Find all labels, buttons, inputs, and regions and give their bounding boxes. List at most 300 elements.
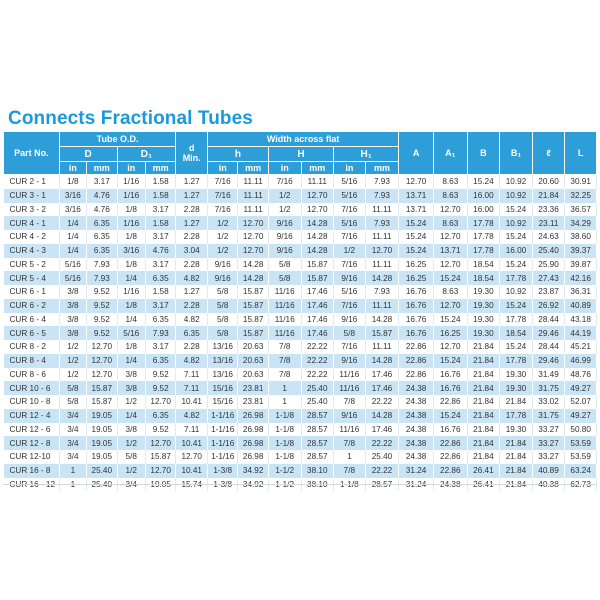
table-cell: 1.58 (145, 216, 176, 230)
table-cell: 12.70 (176, 450, 208, 464)
table-cell: 7/16 (334, 258, 366, 272)
table-cell: 26.98 (238, 423, 268, 437)
table-cell: 45.21 (565, 340, 597, 354)
table-cell: 21.84 (500, 464, 533, 478)
part-number-cell: CUR 3 - 1 (4, 189, 60, 203)
table-cell: 15.87 (87, 381, 117, 395)
table-cell: 28.57 (301, 450, 334, 464)
table-cell: 21.84 (467, 395, 500, 409)
table-cell: 22.86 (433, 450, 467, 464)
table-cell: 14.28 (365, 354, 399, 368)
table-cell: 33.27 (532, 450, 565, 464)
table-cell: 1-1/8 (268, 423, 301, 437)
table-cell: 24.38 (399, 381, 434, 395)
table-cell: 27.43 (532, 271, 565, 285)
part-number-cell: CUR 6 - 1 (4, 285, 60, 299)
table-cell: 7/16 (207, 175, 237, 189)
table-cell: 14.28 (365, 313, 399, 327)
part-number-cell: CUR 4 - 1 (4, 216, 60, 230)
table-cell: 6.35 (145, 409, 176, 423)
part-number-cell: CUR 3 - 2 (4, 203, 60, 217)
table-cell: 12.70 (399, 175, 434, 189)
table-cell: 11.11 (365, 230, 399, 244)
table-cell: 31.49 (532, 368, 565, 382)
table-cell: 15.24 (500, 258, 533, 272)
table-cell: 17.78 (500, 409, 533, 423)
table-cell: 3.17 (87, 175, 117, 189)
table-cell: 28.57 (301, 436, 334, 450)
table-cell: 3/8 (117, 423, 145, 437)
table-cell: 19.05 (87, 436, 117, 450)
table-cell: 4.82 (176, 354, 208, 368)
table-cell: 5/8 (59, 381, 86, 395)
part-number-cell: CUR 2 - 1 (4, 175, 60, 189)
table-cell: 19.30 (467, 313, 500, 327)
table-cell: 12.70 (433, 203, 467, 217)
table-row (4, 313, 597, 327)
table-cell: 7/16 (207, 189, 237, 203)
table-cell: 9/16 (334, 354, 366, 368)
table-cell: 53.59 (565, 450, 597, 464)
table-cell: 17.46 (301, 313, 334, 327)
header-H: H (268, 147, 333, 162)
table-cell: 24.63 (532, 230, 565, 244)
table-cell: 3/4 (59, 409, 86, 423)
table-cell: 1/4 (117, 271, 145, 285)
table-cell: 1.58 (145, 175, 176, 189)
table-cell: 5/16 (334, 216, 366, 230)
table-cell: 26.41 (467, 464, 500, 478)
table-cell: 8.63 (433, 285, 467, 299)
table-cell: 1/8 (117, 299, 145, 313)
table-cell: 5/16 (334, 189, 366, 203)
table-cell: 15.87 (301, 258, 334, 272)
header-A1: A₁ (433, 132, 467, 175)
table-cell: 1 (334, 450, 366, 464)
table-cell: 4.82 (176, 271, 208, 285)
table-cell: 12.70 (433, 230, 467, 244)
table-cell: 24.38 (399, 395, 434, 409)
table-cell: 22.22 (365, 395, 399, 409)
table-cell: 1/4 (117, 313, 145, 327)
table-cell: 15.87 (301, 271, 334, 285)
part-number-cell: CUR 10 - 8 (4, 395, 60, 409)
table-cell: 33.27 (532, 436, 565, 450)
table-cell: 3.17 (145, 299, 176, 313)
table-cell: 23.81 (238, 381, 268, 395)
table-cell: 23.87 (532, 285, 565, 299)
table-cell: 1-1/16 (207, 409, 237, 423)
table-row (4, 244, 597, 258)
table-cell: 1-1/8 (268, 450, 301, 464)
table-cell: 25.40 (532, 244, 565, 258)
table-cell: 17.46 (365, 423, 399, 437)
table-cell: 6.35 (87, 244, 117, 258)
table-cell: 1/16 (117, 175, 145, 189)
table-cell: 12.70 (301, 189, 334, 203)
table-cell: 1/2 (207, 216, 237, 230)
table-cell: 22.22 (365, 436, 399, 450)
table-cell: 1/2 (117, 464, 145, 478)
table-cell: 5/8 (207, 299, 237, 313)
part-number-cell: CUR 16 - 8 (4, 464, 60, 478)
table-cell: 3.17 (145, 203, 176, 217)
table-cell: 10.41 (176, 436, 208, 450)
table-cell: 5/16 (334, 285, 366, 299)
table-cell: 12.70 (301, 203, 334, 217)
table-cell: 1-1/8 (268, 436, 301, 450)
table-cell: 7/8 (268, 354, 301, 368)
table-cell: 21.84 (467, 354, 500, 368)
table-row (4, 436, 597, 450)
table-cell: 1/2 (334, 244, 366, 258)
table-cell: 7.93 (365, 216, 399, 230)
table-cell: 6.35 (176, 326, 208, 340)
table-cell: 11/16 (268, 285, 301, 299)
table-cell: 11/16 (268, 299, 301, 313)
table-cell: 23.81 (238, 395, 268, 409)
table-cell: 15.24 (500, 230, 533, 244)
table-cell: 16.00 (467, 189, 500, 203)
table-cell: 1.27 (176, 175, 208, 189)
table-row (4, 230, 597, 244)
table-cell: 6.35 (145, 354, 176, 368)
table-cell: 3.04 (176, 244, 208, 258)
header-d: d (188, 143, 195, 153)
table-cell: 22.22 (301, 368, 334, 382)
table-cell: 16.25 (433, 326, 467, 340)
header-D: D (59, 147, 117, 162)
table-cell: 21.84 (532, 189, 565, 203)
table-cell: 2.28 (176, 340, 208, 354)
table-cell: 11.11 (365, 340, 399, 354)
table-cell: 1.27 (176, 189, 208, 203)
table-cell: 7.93 (365, 285, 399, 299)
table-cell: 3.17 (145, 258, 176, 272)
table-cell: 10.92 (500, 216, 533, 230)
table-cell: 52.07 (565, 395, 597, 409)
part-number-cell: CUR 8 - 4 (4, 354, 60, 368)
table-cell: 17.78 (500, 271, 533, 285)
table-row (4, 271, 597, 285)
table-cell: 12.70 (365, 244, 399, 258)
table-cell: 9.52 (87, 313, 117, 327)
header-part-no: Part No. (4, 132, 60, 175)
table-cell: 14.28 (301, 216, 334, 230)
table-row (4, 203, 597, 217)
unit-in: in (268, 162, 301, 175)
table-cell: 9.52 (87, 299, 117, 313)
table-cell: 21.84 (500, 436, 533, 450)
table-cell: 49.27 (565, 381, 597, 395)
table-cell: 34.92 (238, 464, 268, 478)
table-cell: 17.78 (500, 354, 533, 368)
table-cell: 6.35 (145, 271, 176, 285)
table-cell: 13.71 (399, 203, 434, 217)
table-cell: 1-1/16 (207, 450, 237, 464)
table-cell: 3/8 (117, 368, 145, 382)
table-cell: 9.52 (145, 381, 176, 395)
table-cell: 5/16 (59, 258, 86, 272)
table-cell: 4.76 (145, 244, 176, 258)
table-cell: 7.93 (87, 271, 117, 285)
table-cell: 11.11 (365, 299, 399, 313)
table-cell: 2.28 (176, 258, 208, 272)
page-title: Connects Fractional Tubes (8, 108, 253, 129)
table-cell: 19.05 (87, 450, 117, 464)
table-cell: 5/8 (334, 326, 366, 340)
table-cell: 1/2 (207, 230, 237, 244)
table-cell: 17.46 (301, 285, 334, 299)
header-l: ℓ (532, 132, 565, 175)
table-row (4, 175, 597, 189)
table-cell: 13.71 (399, 189, 434, 203)
table-cell: 28.44 (532, 313, 565, 327)
part-number-cell: CUR 8 - 6 (4, 368, 60, 382)
table-cell: 33.02 (532, 395, 565, 409)
table-cell: 7/16 (207, 203, 237, 217)
table-cell: 14.28 (365, 271, 399, 285)
table-cell: 9.52 (145, 423, 176, 437)
table-cell: 32.25 (565, 189, 597, 203)
table-cell: 1/2 (59, 340, 86, 354)
table-cell: 7.93 (365, 189, 399, 203)
table-cell: 7/16 (334, 203, 366, 217)
table-row (4, 216, 597, 230)
table-cell: 15.87 (145, 450, 176, 464)
table-cell: 1/4 (59, 230, 86, 244)
table-cell: 7/8 (334, 436, 366, 450)
table-cell: 15.24 (399, 244, 434, 258)
table-cell: 17.78 (467, 244, 500, 258)
unit-in: in (334, 162, 366, 175)
table-cell: 33.27 (532, 423, 565, 437)
table-cell: 17.78 (467, 230, 500, 244)
table-cell: 1.27 (176, 216, 208, 230)
table-cell: 22.86 (399, 368, 434, 382)
unit-in: in (207, 162, 237, 175)
table-cell: 39.37 (565, 244, 597, 258)
table-cell: 23.11 (532, 216, 565, 230)
table-cell: 17.46 (365, 368, 399, 382)
table-cell: 16.76 (399, 285, 434, 299)
table-cell: 1/16 (117, 216, 145, 230)
table-cell: 15/16 (207, 395, 237, 409)
table-cell: 1/8 (117, 258, 145, 272)
table-cell: 22.86 (399, 354, 434, 368)
table-cell: 16.25 (399, 258, 434, 272)
table-cell: 8.63 (433, 216, 467, 230)
table-row (4, 423, 597, 437)
table-cell: 24.38 (399, 436, 434, 450)
table-cell: 5/8 (207, 313, 237, 327)
table-cell: 12.70 (87, 368, 117, 382)
table-cell: 15.24 (500, 203, 533, 217)
table-row (4, 409, 597, 423)
table-cell: 16.76 (399, 299, 434, 313)
table-cell: 14.28 (238, 271, 268, 285)
unit-in: in (117, 162, 145, 175)
table-cell: 12.70 (145, 464, 176, 478)
table-cell: 19.05 (87, 409, 117, 423)
table-cell: 1-1/2 (268, 464, 301, 478)
table-cell: 21.84 (500, 395, 533, 409)
table-cell: 40.89 (565, 299, 597, 313)
table-cell: 21.84 (467, 381, 500, 395)
table-cell: 1/2 (207, 244, 237, 258)
table-cell: 3/8 (117, 381, 145, 395)
table-cell: 5/16 (59, 271, 86, 285)
table-cell: 1.58 (145, 285, 176, 299)
table-cell: 28.57 (301, 409, 334, 423)
table-cell: 31.75 (532, 409, 565, 423)
table-row (4, 368, 597, 382)
table-cell: 20.60 (532, 175, 565, 189)
table-cell: 14.28 (365, 409, 399, 423)
table-bottom-divider (3, 484, 597, 485)
table-cell: 3/16 (117, 244, 145, 258)
table-cell: 16.76 (433, 381, 467, 395)
table-cell: 26.98 (238, 450, 268, 464)
table-cell: 7/16 (334, 230, 366, 244)
table-cell: 1/2 (117, 436, 145, 450)
table-cell: 9/16 (334, 409, 366, 423)
table-cell: 3/8 (59, 326, 86, 340)
header-L: L (565, 132, 597, 175)
header-row-1 (4, 132, 597, 147)
table-cell: 31.75 (532, 381, 565, 395)
table-cell: 6.35 (145, 313, 176, 327)
table-cell: 48.76 (565, 368, 597, 382)
table-cell: 25.40 (365, 450, 399, 464)
table-cell: 17.46 (301, 326, 334, 340)
table-cell: 29.46 (532, 354, 565, 368)
table-cell: 11.11 (365, 203, 399, 217)
table-cell: 29.46 (532, 326, 565, 340)
part-number-cell: CUR 4 - 2 (4, 230, 60, 244)
table-cell: 10.41 (176, 464, 208, 478)
table-cell: 10.92 (500, 189, 533, 203)
table-cell: 22.86 (433, 436, 467, 450)
table-cell: 7/8 (334, 464, 366, 478)
header-min: Min. (182, 153, 201, 163)
unit-mm: mm (365, 162, 399, 175)
table-cell: 39.87 (565, 258, 597, 272)
table-cell: 23.36 (532, 203, 565, 217)
table-cell: 12.70 (238, 230, 268, 244)
table-cell: 13/16 (207, 368, 237, 382)
table-cell: 7/16 (268, 175, 301, 189)
table-cell: 26.98 (238, 409, 268, 423)
table-cell: 36.57 (565, 203, 597, 217)
table-cell: 20.63 (238, 368, 268, 382)
table-cell: 50.80 (565, 423, 597, 437)
table-cell: 1/16 (117, 285, 145, 299)
table-cell: 3/16 (59, 189, 86, 203)
table-cell: 26.98 (238, 436, 268, 450)
table-cell: 9.52 (87, 285, 117, 299)
table-cell: 9/16 (207, 258, 237, 272)
table-cell: 7.93 (365, 175, 399, 189)
table-cell: 1/4 (117, 354, 145, 368)
table-cell: 7.11 (176, 368, 208, 382)
table-cell: 25.40 (301, 395, 334, 409)
part-number-cell: CUR 6 - 4 (4, 313, 60, 327)
table-cell: 36.31 (565, 285, 597, 299)
header-width-across-flat: Width across flat (207, 132, 398, 147)
table-cell: 15.24 (433, 409, 467, 423)
table-cell: 1 (268, 395, 301, 409)
table-cell: 15.87 (87, 395, 117, 409)
header-H1: H₁ (334, 147, 399, 162)
table-cell: 19.30 (467, 299, 500, 313)
table-cell: 5/8 (59, 395, 86, 409)
unit-mm: mm (145, 162, 176, 175)
table-cell: 17.46 (365, 381, 399, 395)
table-cell: 9.52 (145, 368, 176, 382)
table-cell: 15.87 (365, 326, 399, 340)
table-cell: 31.24 (399, 464, 434, 478)
part-number-cell: CUR 12 - 6 (4, 423, 60, 437)
part-number-cell: CUR 5 - 2 (4, 258, 60, 272)
table-row (4, 258, 597, 272)
table-cell: 38.60 (565, 230, 597, 244)
table-cell: 16.76 (433, 423, 467, 437)
table-cell: 6.35 (87, 216, 117, 230)
table-cell: 14.28 (238, 258, 268, 272)
table-cell: 28.44 (532, 340, 565, 354)
table-cell: 15.87 (238, 299, 268, 313)
table-cell: 30.91 (565, 175, 597, 189)
table-cell: 9/16 (334, 313, 366, 327)
table-cell: 26.92 (532, 299, 565, 313)
table-cell: 5/8 (117, 450, 145, 464)
table-cell: 21.84 (467, 450, 500, 464)
table-cell: 5/8 (268, 271, 301, 285)
table-cell: 11.11 (238, 175, 268, 189)
table-cell: 15/16 (207, 381, 237, 395)
table-cell: 3/4 (59, 423, 86, 437)
table-row (4, 189, 597, 203)
table-cell: 8.63 (433, 175, 467, 189)
table-cell: 16.76 (399, 326, 434, 340)
table-cell: 11/16 (334, 381, 366, 395)
table-cell: 2.28 (176, 203, 208, 217)
table-cell: 46.99 (565, 354, 597, 368)
table-cell: 19.05 (87, 423, 117, 437)
table-cell: 7.93 (145, 326, 176, 340)
table-cell: 49.27 (565, 409, 597, 423)
table-cell: 1/4 (59, 244, 86, 258)
table-cell: 11.11 (301, 175, 334, 189)
header-tube-od: Tube O.D. (59, 132, 176, 147)
table-cell: 5/16 (117, 326, 145, 340)
header-h: h (207, 147, 268, 162)
table-cell: 15.87 (238, 313, 268, 327)
table-row (4, 450, 597, 464)
header-D1: D₁ (117, 147, 176, 162)
table-cell: 9/16 (207, 271, 237, 285)
table-cell: 15.24 (467, 175, 500, 189)
table-cell: 1/8 (117, 230, 145, 244)
table-cell: 9.52 (87, 326, 117, 340)
header-B: B (467, 132, 500, 175)
table-cell: 1.58 (145, 189, 176, 203)
table-cell: 13/16 (207, 354, 237, 368)
table-cell: 6.35 (87, 230, 117, 244)
table-cell: 22.86 (399, 340, 434, 354)
part-number-cell: CUR 8 - 2 (4, 340, 60, 354)
